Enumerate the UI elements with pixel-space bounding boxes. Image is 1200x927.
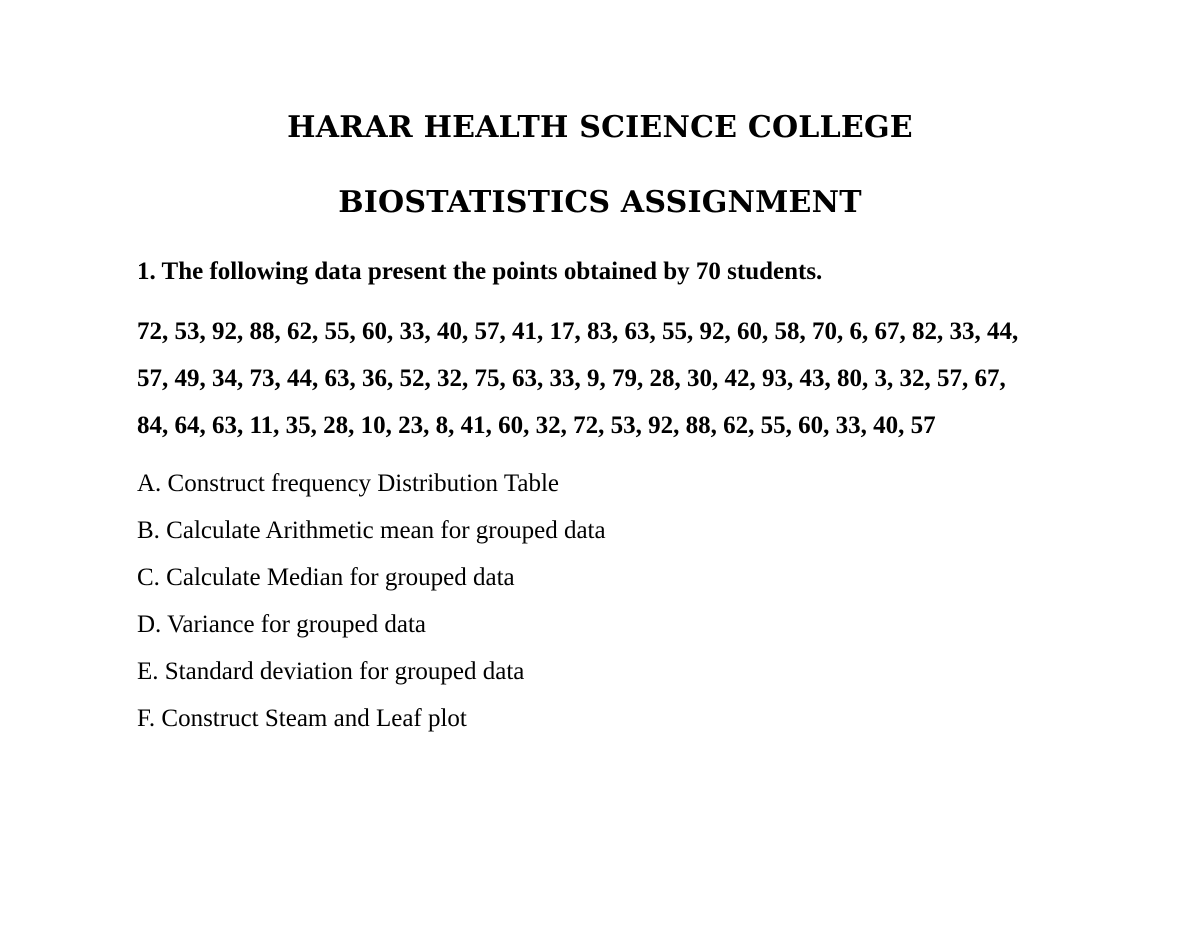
college-title: HARAR HEALTH SCIENCE COLLEGE [287, 110, 913, 145]
task-e: E. Standard deviation for grouped data [137, 658, 525, 685]
data-line-3: 84, 64, 63, 11, 35, 28, 10, 23, 8, 41, 60, 32, 72, 53, 92, 88, 62, 55, 60, 33, 40, 57 [137, 412, 936, 439]
task-d: D. Variance for grouped data [137, 611, 427, 638]
task-a: A. Construct frequency Distribution Table [137, 470, 560, 497]
question-text: 1. The following data present the points obtained by 70 students. [137, 258, 823, 285]
task-c: C. Calculate Median for grouped data [137, 564, 515, 591]
task-b: B. Calculate Arithmetic mean for grouped data [137, 517, 606, 544]
task-f: F. Construct Steam and Leaf plot [137, 705, 467, 732]
data-line-2: 57, 49, 34, 73, 44, 63, 36, 52, 32, 75, 63, 33, 9, 79, 28, 30, 42, 93, 43, 80, 3, 32, 57, 67, [137, 365, 1006, 392]
data-line-1: 72, 53, 92, 88, 62, 55, 60, 33, 40, 57, 41, 17, 83, 63, 55, 92, 60, 58, 70, 6, 67, 82, 33, 44, [137, 318, 1019, 345]
assignment-title: BIOSTATISTICS ASSIGNMENT [338, 185, 862, 220]
